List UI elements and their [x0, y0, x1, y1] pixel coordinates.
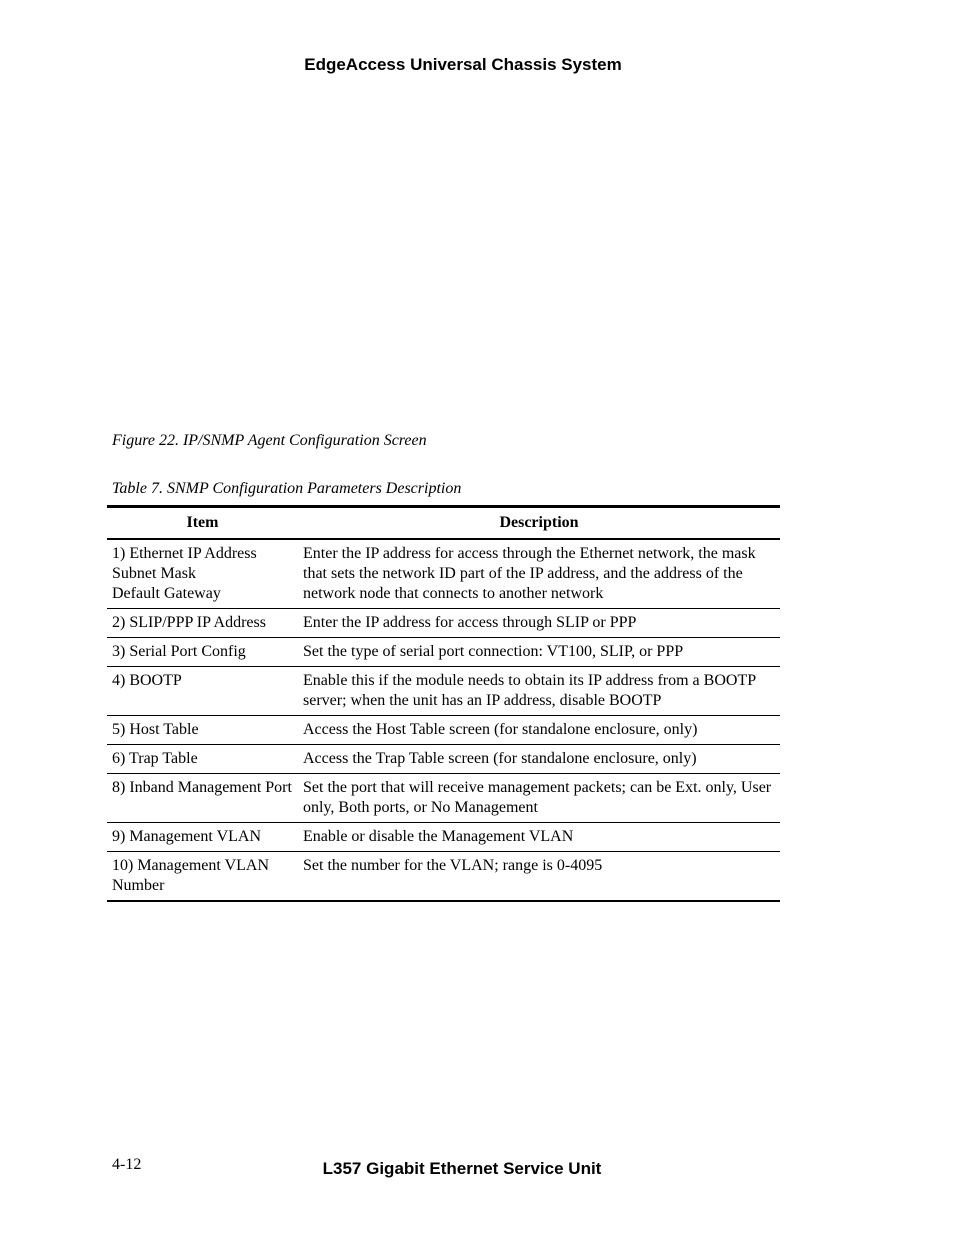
page-header-title: EdgeAccess Universal Chassis System — [304, 55, 622, 74]
item-cell: 6) Trap Table — [107, 745, 298, 774]
table-row — [107, 667, 780, 716]
item-label: 1) Ethernet IP Address — [112, 545, 257, 562]
column-header-item: Item — [107, 507, 298, 540]
item-label: Subnet Mask — [112, 565, 196, 582]
item-cell: 8) Inband Management Port — [107, 774, 298, 823]
table-row — [107, 745, 780, 774]
item-cell: 2) SLIP/PPP IP Address — [107, 609, 298, 638]
table-header-row — [107, 507, 780, 540]
description-cell: Set the port that will receive management packets; can be Ext. only, User only, Both ports, or No Management — [298, 774, 780, 823]
item-cell: 4) BOOTP — [107, 667, 298, 716]
item-cell: 9) Management VLAN — [107, 823, 298, 852]
item-cell: 3) Serial Port Config — [107, 638, 298, 667]
description-cell: Set the number for the VLAN; range is 0-4095 — [303, 857, 603, 874]
table-row — [107, 716, 780, 745]
table-row — [107, 852, 780, 902]
table-row — [107, 774, 780, 823]
description-cell: Set the type of serial port connection: VT100, SLIP, or PPP — [298, 638, 780, 667]
item-cell: 10) Management VLAN Number — [112, 857, 269, 894]
snmp-parameters-table — [107, 505, 780, 902]
table-row — [107, 539, 780, 609]
description-cell: Enter the IP address for access through the Ethernet network, the mask that sets the network ID part of the IP address, and the address of the network node that connects to another network — [298, 539, 780, 609]
description-cell: Enter the IP address for access through SLIP or PPP — [298, 609, 780, 638]
table-row — [107, 823, 780, 852]
table-row — [107, 609, 780, 638]
description-cell: Access the Host Table screen (for standalone enclosure, only) — [298, 716, 780, 745]
item-label: Default Gateway — [112, 585, 221, 602]
column-header-description: Description — [298, 507, 780, 540]
page-number: 4-12 — [112, 1156, 142, 1173]
table-caption: Table 7. SNMP Configuration Parameters Description — [112, 480, 462, 497]
description-cell: Access the Trap Table screen (for standalone enclosure, only) — [298, 745, 780, 774]
figure-caption: Figure 22. IP/SNMP Agent Configuration Screen — [112, 432, 427, 449]
page-footer-title: L357 Gigabit Ethernet Service Unit — [322, 1159, 602, 1178]
description-cell: Enable or disable the Management VLAN — [298, 823, 780, 852]
description-cell: Enable this if the module needs to obtain its IP address from a BOOTP server; when the unit has an IP address, disable BOOTP — [298, 667, 780, 716]
item-cell — [107, 539, 298, 609]
table-row — [107, 638, 780, 667]
item-cell: 5) Host Table — [107, 716, 298, 745]
